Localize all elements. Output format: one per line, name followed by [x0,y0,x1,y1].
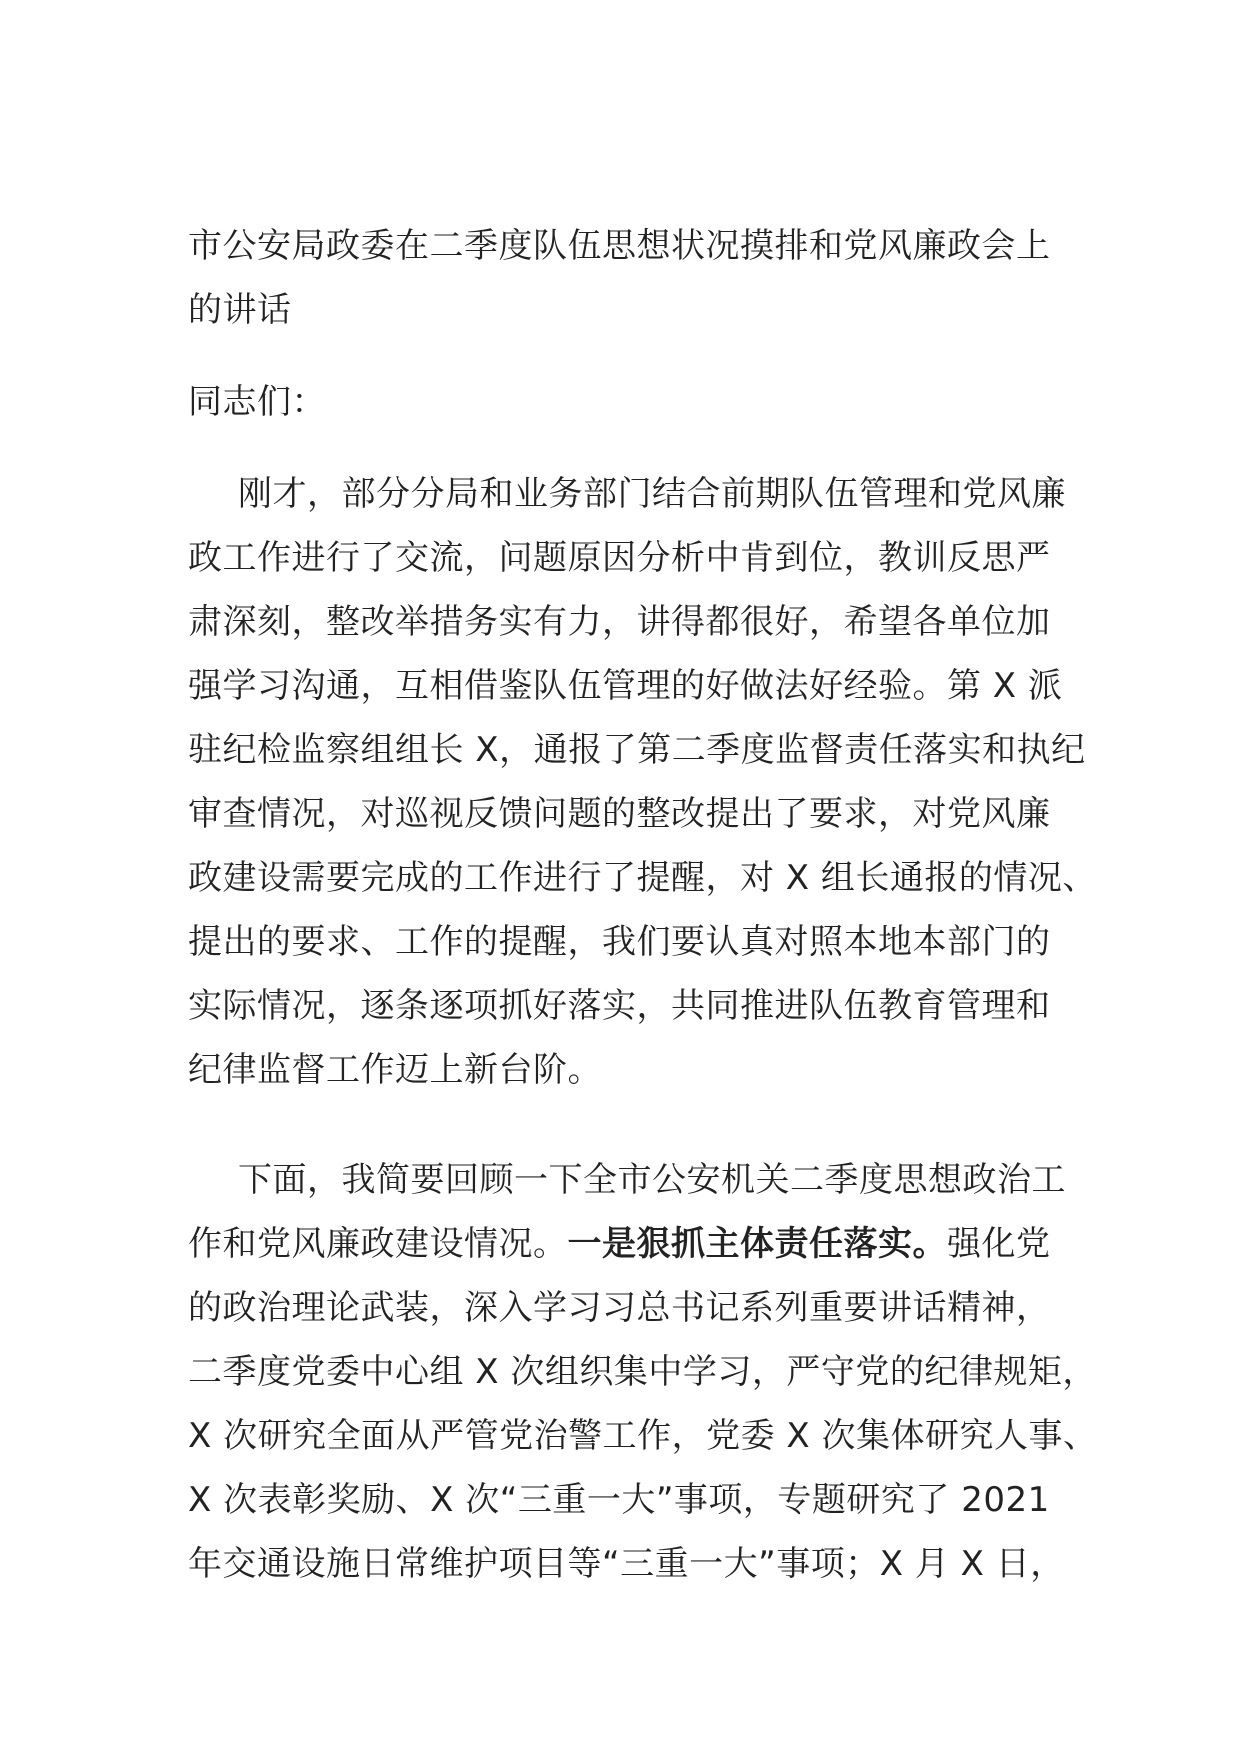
paragraph-line: X 次表彰奖励、X 次“三重一大”事项，专题研究了 2021 [188,1480,1050,1520]
paragraph-text-run: 强化党 [947,1224,1051,1264]
title-line: 的讲话 [188,290,292,330]
paragraph-line: 刚才，部分分局和业务部门结合前期队伍管理和党风廉 [238,474,1066,514]
title-line: 市公安局政委在二季度队伍思想状况摸排和党风廉政会上 [188,226,1051,266]
paragraph-line: 下面，我简要回顾一下全市公安机关二季度思想政治工 [238,1160,1066,1200]
paragraph-line: 政建设需要完成的工作进行了提醒，对 X 组长通报的情况、 [188,858,1097,898]
paragraph-line: 驻纪检监察组组长 X，通报了第二季度监督责任落实和执纪 [188,730,1086,770]
paragraph-line: 政工作进行了交流，问题原因分析中肯到位，教训反思严 [188,538,1051,578]
salutation [188,370,1128,434]
paragraph-line: 提出的要求、工作的提醒，我们要认真对照本地本部门的 [188,922,1051,962]
paragraph-1 [188,462,1128,1102]
paragraph-line: 年交通设施日常维护项目等“三重一大”事项；X 月 X 日， [188,1544,1065,1584]
paragraph-line: 纪律监督工作迈上新台阶。 [188,1050,602,1090]
paragraph-line: 审查情况，对巡视反馈问题的整改提出了要求，对党风廉 [188,794,1051,834]
paragraph-line: X 次研究全面从严管党治警工作，党委 X 次集体研究人事、 [188,1416,1098,1456]
paragraph-line: 强学习沟通，互相借鉴队伍管理的好做法好经验。第 X 派 [188,666,1063,706]
paragraph-text-run: 作和党风廉政建设情况。 [188,1224,568,1264]
salutation-text: 同志们： [188,382,326,422]
paragraph-line: 实际情况，逐条逐项抓好落实，共同推进队伍教育管理和 [188,986,1051,1026]
paragraph-2 [188,1148,1128,1596]
bold-heading-run: 一是狠抓主体责任落实。 [567,1224,947,1264]
paragraph-line [188,1212,1128,1276]
paragraph-line: 肃深刻，整改举措务实有力，讲得都很好，希望各单位加 [188,602,1051,642]
paragraph-line: 的政治理论武装，深入学习习总书记系列重要讲话精神， [188,1288,1051,1328]
document-title [188,214,1128,342]
paragraph-line: 二季度党委中心组 X 次组织集中学习，严守党的纪律规矩， [188,1352,1097,1392]
